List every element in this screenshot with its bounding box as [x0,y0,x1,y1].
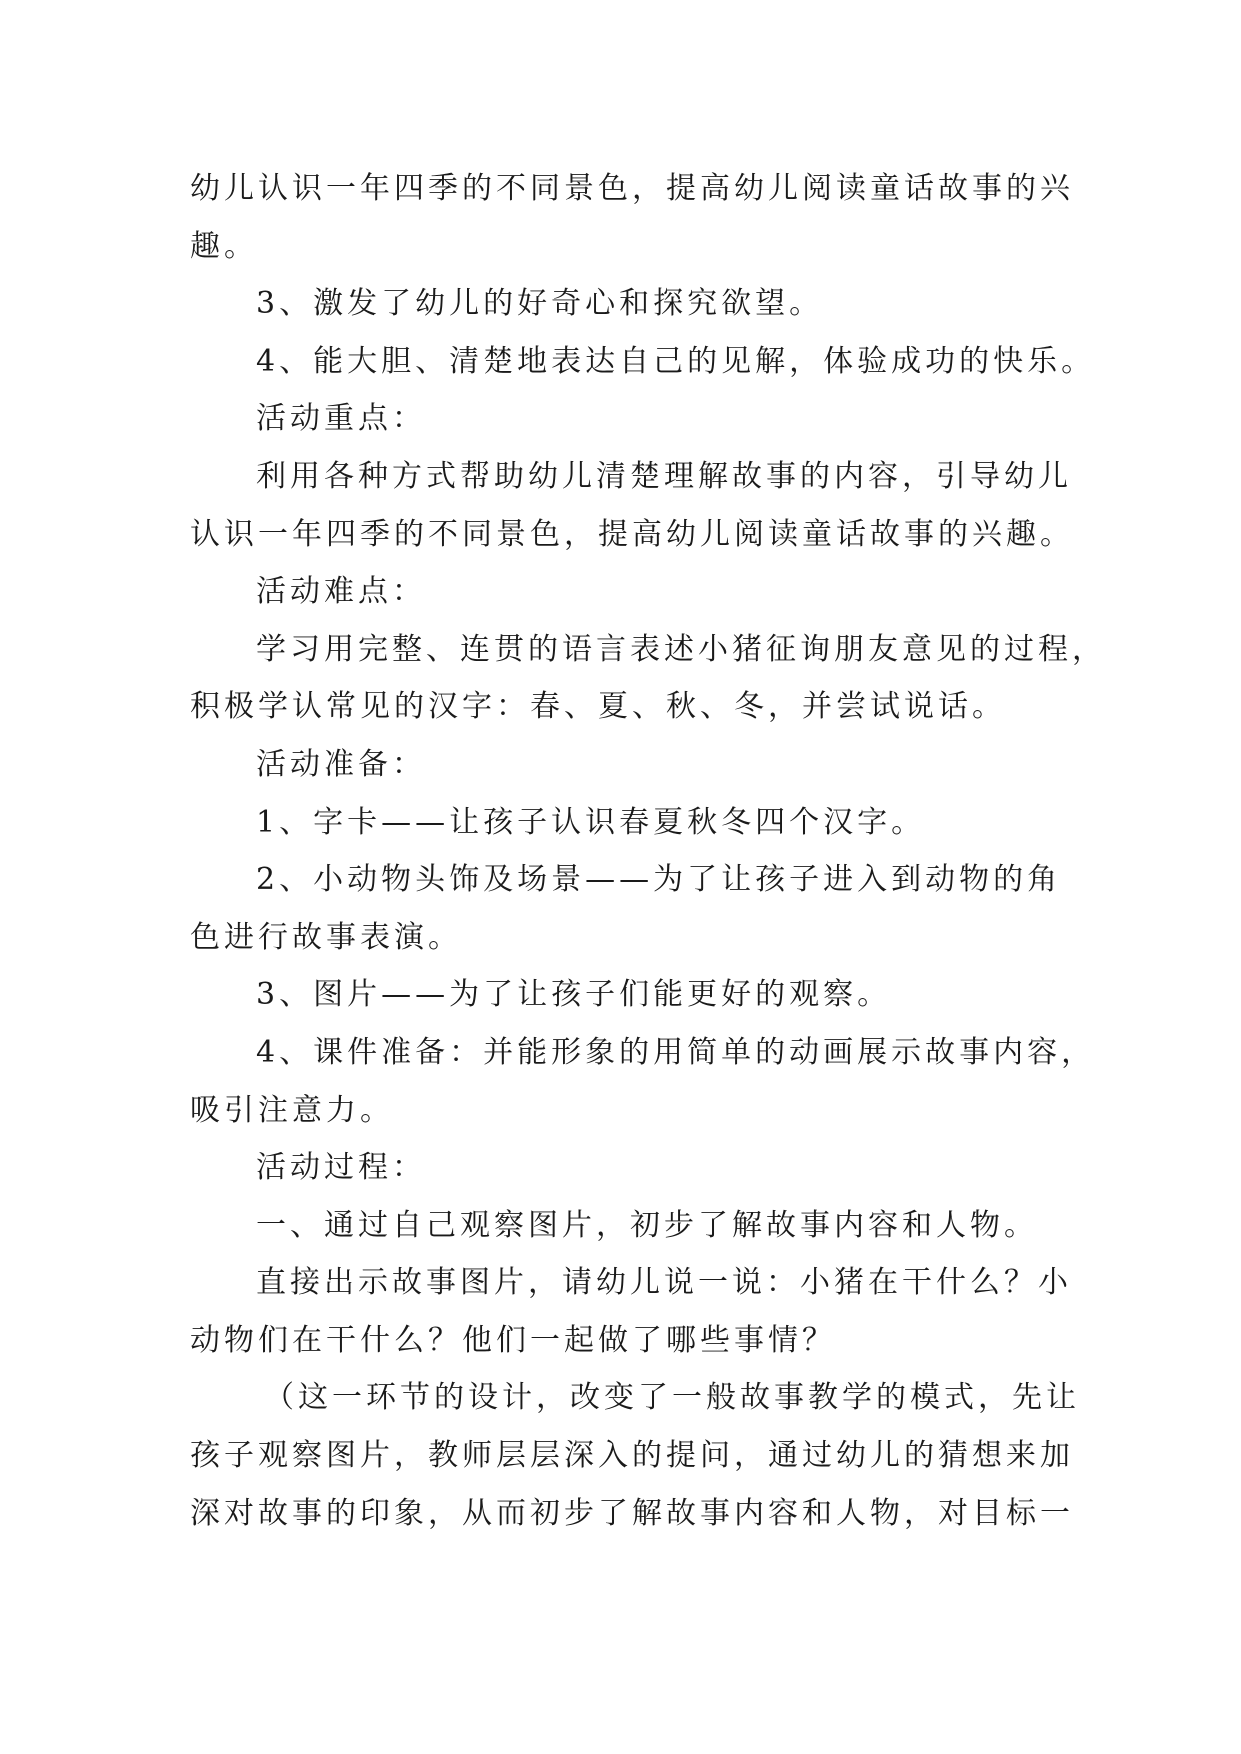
process-step-1: 一、通过自己观察图片，初步了解故事内容和人物。 [256,1207,1038,1243]
body-text [190,160,1106,1542]
section-heading-key-points: 活动重点： [256,401,426,437]
objective-item-3: 3、激发了幼儿的好奇心和探究欲望。 [256,286,824,322]
section-heading-preparation: 活动准备： [256,746,426,782]
objective-item-4: 4、能大胆、清楚地表达自己的见解，体验成功的快乐。 [256,343,1096,379]
paragraph-line: 深对故事的印象，从而初步了解故事内容和人物，对目标一 [190,1495,1074,1531]
paragraph-line: 积极学认常见的汉字：春、夏、秋、冬，并尝试说话。 [190,689,1006,725]
paragraph-line: 利用各种方式帮助幼儿清楚理解故事的内容，引导幼儿 [256,458,1072,494]
paragraph-line: （这一环节的设计，改变了一般故事教学的模式，先让 [264,1380,1080,1416]
paragraph-line: 幼儿认识一年四季的不同景色，提高幼儿阅读童话故事的兴 [190,171,1074,206]
paragraph-line: 认识一年四季的不同景色，提高幼儿阅读童话故事的兴趣。 [190,516,1074,552]
paragraph-line: 吸引注意力。 [190,1092,394,1128]
paragraph-line: 趣。 [190,228,258,264]
preparation-item-2: 2、小动物头饰及场景——为了让孩子进入到动物的角 [256,862,1062,898]
paragraph-line: 孩子观察图片，教师层层深入的提问，通过幼儿的猜想来加 [190,1438,1074,1474]
section-heading-difficulties: 活动难点： [256,574,426,610]
paragraph-line: 学习用完整、连贯的语言表述小猪征询朋友意见的过程， [256,631,1106,667]
preparation-item-4: 4、课件准备：并能形象的用简单的动画展示故事内容， [256,1034,1096,1070]
preparation-item-3: 3、图片——为了让孩子们能更好的观察。 [256,977,892,1013]
preparation-item-1: 1、字卡——让孩子认识春夏秋冬四个汉字。 [256,804,926,840]
section-heading-process: 活动过程： [256,1150,426,1186]
paragraph-line: 动物们在干什么？他们一起做了哪些事情？ [190,1322,836,1358]
paragraph-line: 色进行故事表演。 [190,919,462,955]
paragraph-line: 直接出示故事图片，请幼儿说一说：小猪在干什么？小 [256,1265,1072,1301]
